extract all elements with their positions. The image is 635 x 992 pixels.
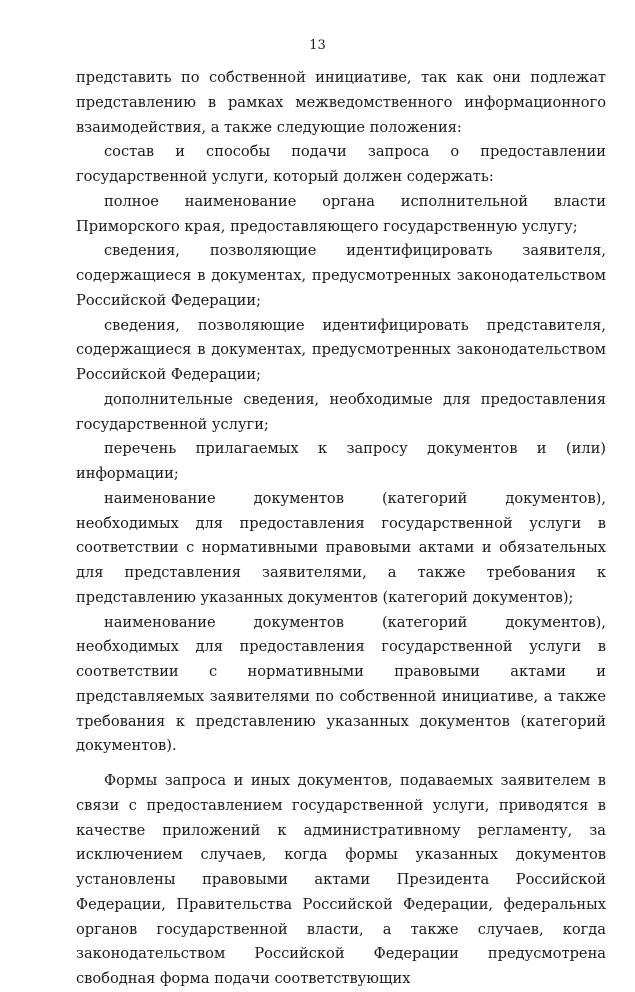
paragraph-continuation: представить по собственной инициативе, так как они подлежат представлению в рамках межведомственного информационного взаимодействия, а также следующие положения: (76, 69, 606, 136)
paragraph-authority-name: полное наименование органа исполнительной власти Приморского края, предоставляющего государственную услугу; (76, 192, 606, 235)
paragraph-applicant-info: сведения, позволяющие идентифицировать заявителя, содержащиеся в документах, предусмотренных законодательством Российской Федерации; (76, 242, 606, 309)
paragraph-additional-info: дополнительные сведения, необходимые для предоставления государственной услуги; (76, 390, 606, 433)
paragraph-representative-info: сведения, позволяющие идентифицировать представителя, содержащиеся в документах, предусмотренных законодательством Российской Федерации; (76, 316, 606, 383)
document-body (76, 66, 606, 992)
paragraph-attachments-list: перечень прилагаемых к запросу документов и (или) информации; (76, 440, 606, 482)
paragraph-mandatory-documents: наименование документов (категорий документов), необходимых для предоставления государственной услуги в соответствии с нормативными правовыми актами и обязательных для представления заявителями, а также требования к представлению указанных документов (категорий документов); (76, 489, 606, 606)
page-number: 13 (309, 38, 326, 53)
paragraph-request-forms: Формы запроса и иных документов, подаваемых заявителем в связи с предоставлением государственной услуги, приводятся в качестве приложений к административному регламенту, за исключением случаев, когда формы указанных документов установлены правовыми актами Президента Российской Федерации, Правительства Российской Федерации, федеральных органов государственной власти, а также случаев, когда законодательством Российской Федерации предусмотрена свободная форма подачи соответствующих (76, 772, 606, 987)
paragraph-optional-documents: наименование документов (категорий документов), необходимых для предоставления государственной услуги в соответствии с нормативными правовыми актами и представляемых заявителями по собственной инициативе, а также требования к представлению указанных документов (категорий документов). (76, 613, 606, 755)
paragraph-request-composition: состав и способы подачи запроса о предоставлении государственной услуги, который должен содержать: (76, 143, 606, 185)
